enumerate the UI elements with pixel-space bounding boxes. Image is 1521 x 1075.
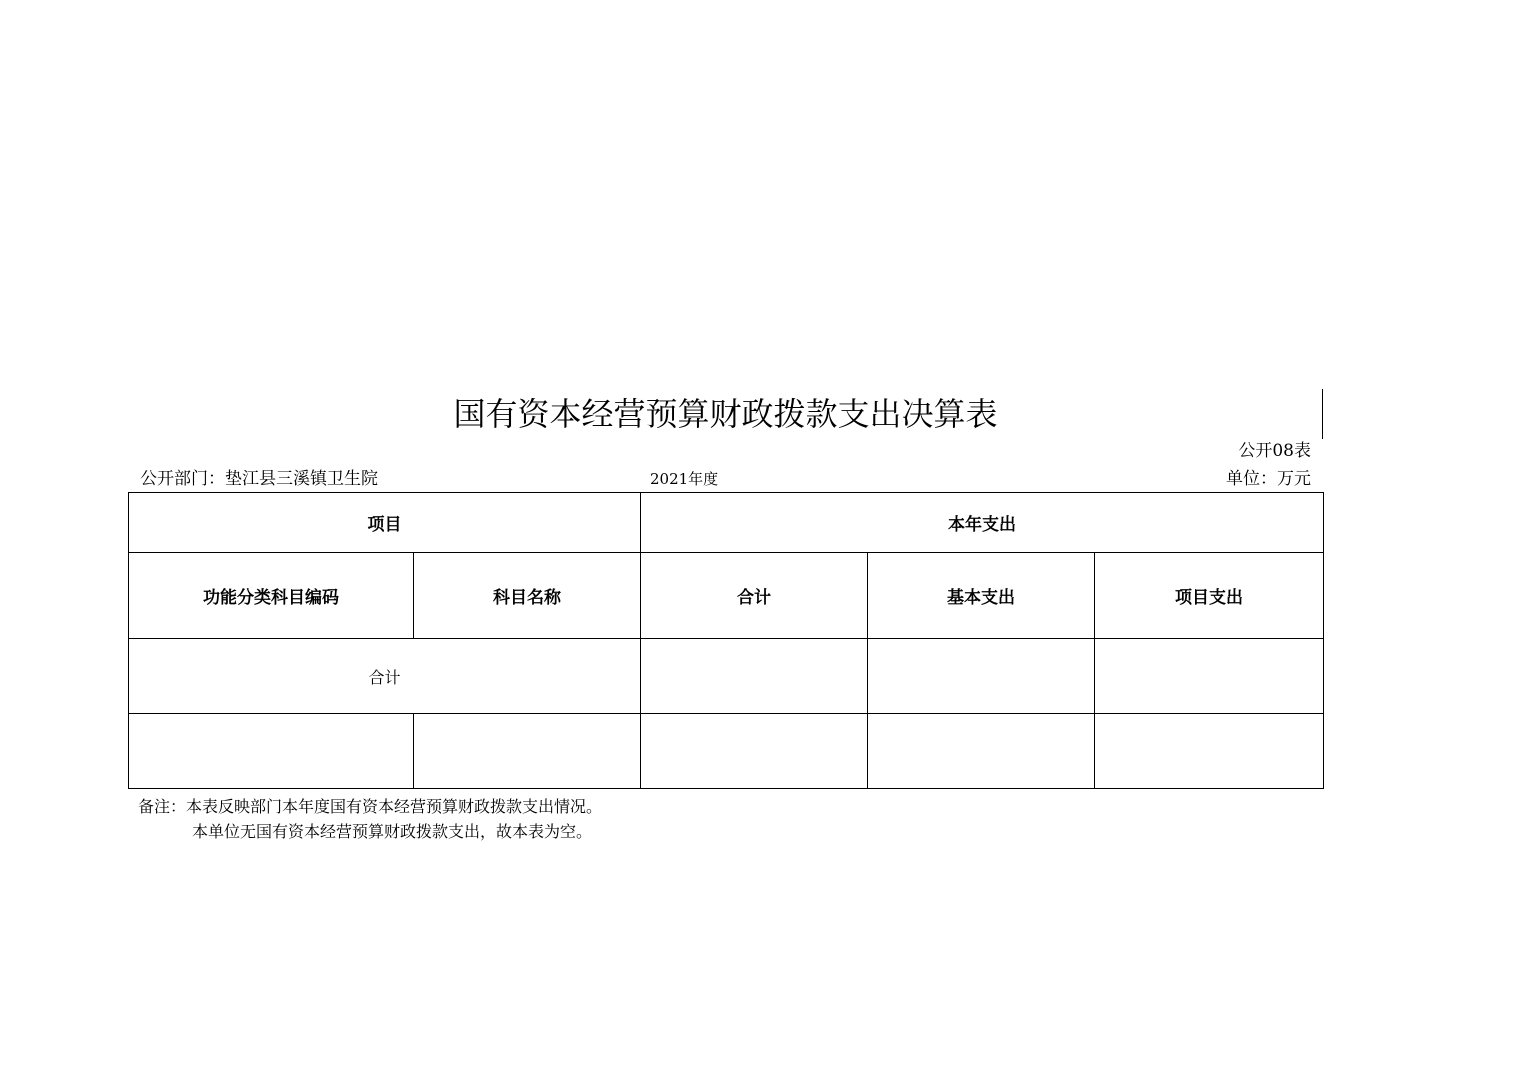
project-value: [1095, 639, 1324, 714]
row-basic-cell: [868, 714, 1095, 789]
col-code-header: 功能分类科目编码: [129, 553, 414, 639]
total-value: [641, 639, 868, 714]
expenditure-table: [128, 492, 1324, 789]
col-total-header: 合计: [641, 553, 868, 639]
department-label: 公开部门：垫江县三溪镇卫生院: [140, 469, 378, 489]
row-total-label: 合计: [129, 639, 641, 714]
title-right-border: [1322, 389, 1323, 439]
form-number: 公开08表: [1238, 441, 1311, 461]
table-subheader-row: [129, 553, 1324, 639]
header-project: 项目: [129, 493, 641, 553]
row-total-cell: [641, 714, 868, 789]
col-basic-header: 基本支出: [868, 553, 1095, 639]
table-row-total: [129, 639, 1324, 714]
table-row: [129, 714, 1324, 789]
note-line-2: 本单位无国有资本经营预算财政拨款支出，故本表为空。: [192, 822, 593, 841]
note-line-1: 备注：本表反映部门本年度国有资本经营预算财政拨款支出情况。: [138, 797, 603, 816]
basic-value: [868, 639, 1095, 714]
col-project-header: 项目支出: [1095, 553, 1324, 639]
unit-label: 单位：万元: [1226, 469, 1311, 489]
report-title: 国有资本经营预算财政拨款支出决算表: [453, 395, 998, 433]
row-name-cell: [414, 714, 641, 789]
table-header-row: [129, 493, 1324, 553]
col-name-header: 科目名称: [414, 553, 641, 639]
fiscal-year: 2021年度: [650, 470, 719, 488]
row-code-cell: [129, 714, 414, 789]
header-current-year: 本年支出: [641, 493, 1324, 553]
row-project-cell: [1095, 714, 1324, 789]
